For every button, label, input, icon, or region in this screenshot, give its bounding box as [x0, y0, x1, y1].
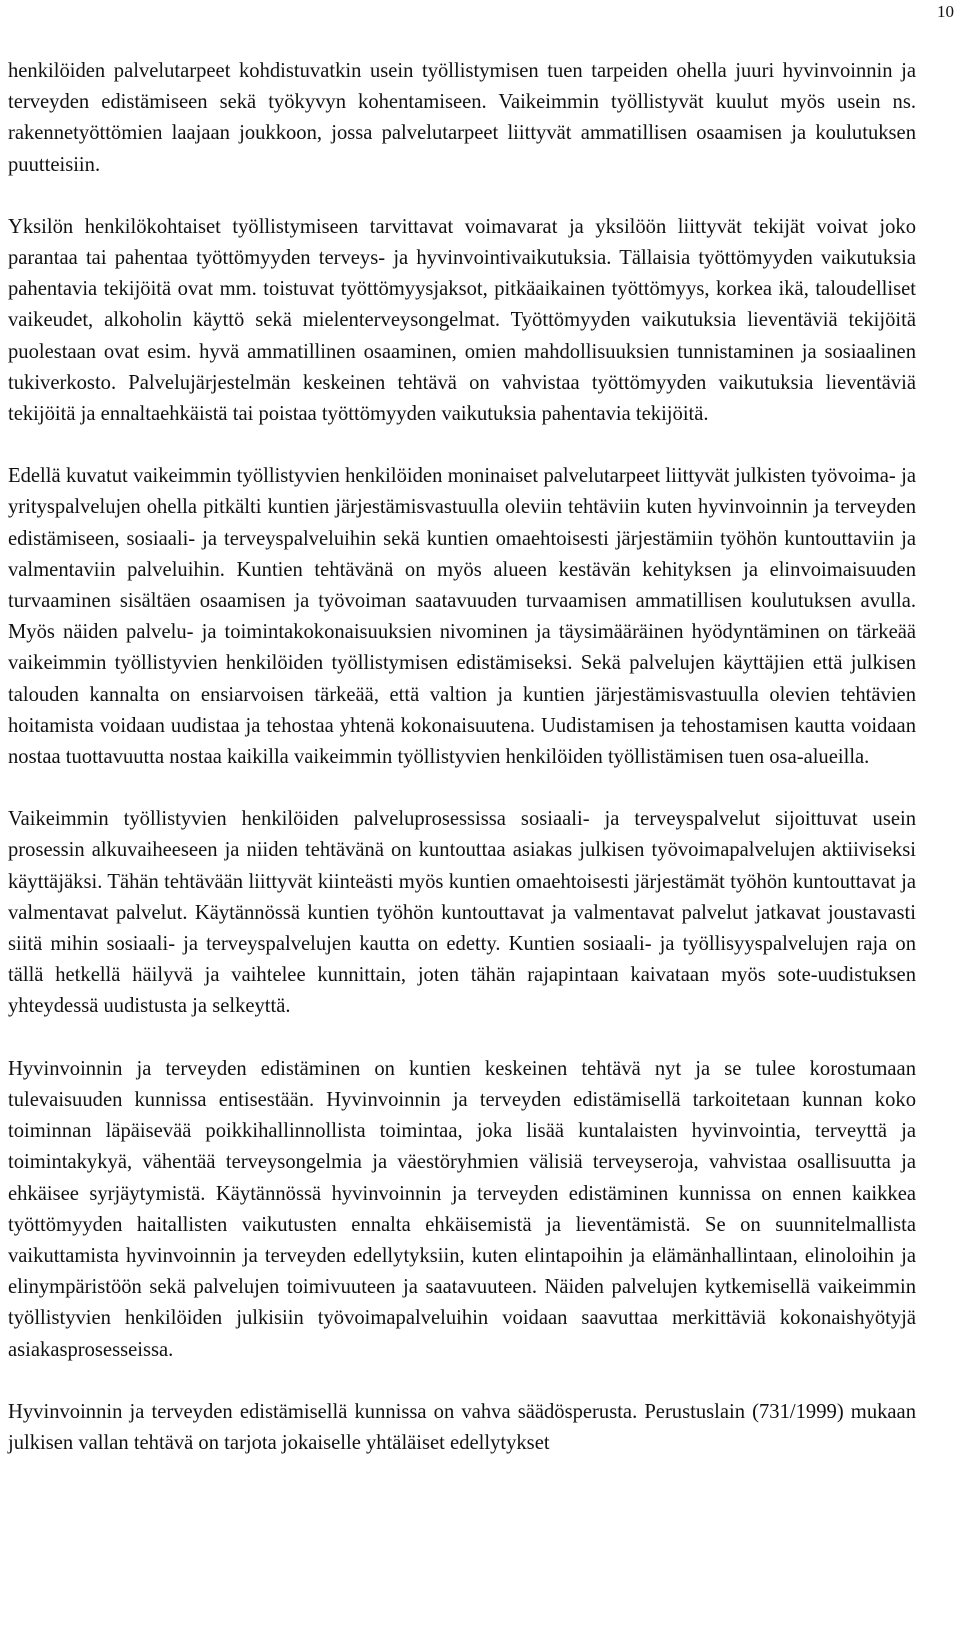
- paragraph-5: Hyvinvoinnin ja terveyden edistäminen on kuntien keskeinen tehtävä nyt ja se tulee korostumaan tulevaisuuden kunnissa entisestään. Hyvinvoinnin ja terveyden edistämisellä tarkoitetaan kunnan koko toiminnan läpäisevää poikkihallinnollista toimintaa, joka lisää kuntalaisten hyvinvointia, terveyttä ja toimintakykyä, vähentää terveysongelmia ja väestöryhmien välisiä terveyseroja, vahvistaa osallisuutta ja ehkäisee syrjäytymistä. Käytännössä hyvinvoinnin ja terveyden edistäminen kunnissa on ennen kaikkea työttömyyden haitallisten vaikutusten ennalta ehkäisemistä ja lieventämistä. Se on suunnitelmallista vaikuttamista hyvinvoinnin ja terveyden edellytyksiin, kuten elintapoihin ja elämänhallintaan, elinoloihin ja elinympäristöön sekä palvelujen toimivuuteen ja saatavuuteen. Näiden palvelujen kytkemisellä vaikeimmin työllistyvien henkilöiden julkisiin työvoimapalveluihin voidaan saavuttaa merkittäviä kokonaishyötyjä asiakasprosesseissa.: [8, 1057, 916, 1361]
- page-number: 10: [937, 2, 954, 21]
- paragraph-3: Edellä kuvatut vaikeimmin työllistyvien henkilöiden moninaiset palvelutarpeet liittyvät julkisten työvoima- ja yrityspalvelujen ohella pitkälti kuntien järjestämisvastuulla oleviin tehtäviin kuten hyvinvoinnin ja terveyden edistämiseen, sosiaali- ja terveyspalveluihin sekä kuntien omaehtoisesti järjestämiin työhön kuntouttaviin ja valmentaviin palveluihin. Kuntien tehtävänä on myös alueen kestävän kehityksen ja elinvoimaisuuden turvaaminen sisältäen osaamisen ja työvoiman saatavuuden turvaamisen ammatillisen koulutuksen avulla. Myös näiden palvelu- ja toimintakokonaisuuksien nivominen ja täysimääräinen hyödyntäminen on tärkeää vaikeimmin työllistyvien henkilöiden työllistymisen edistämiseksi. Sekä palvelujen käyttäjien että julkisen talouden kannalta on ensiarvoisen tärkeää, että valtion ja kuntien järjestämisvastuulla olevien tehtävien hoitamista voidaan uudistaa ja tehostaa yhtenä kokonaisuutena. Uudistamisen ja tehostamisen kautta voidaan nostaa tuottavuutta nostaa kaikilla vaikeimmin työllistyvien henkilöiden työllistämisen tuen osa-alueilla.: [8, 465, 916, 769]
- paragraph-4: Vaikeimmin työllistyvien henkilöiden palveluprosessissa sosiaali- ja terveyspalvelut sijoittuvat usein prosessin alkuvaiheeseen ja niiden tehtävänä on kuntouttaa asiakas julkisen työvoimapalvelujen aktiiviseksi käyttäjäksi. Tähän tehtävään liittyvät kiinteästi myös kuntien omaehtoisesti järjestämät työhön kuntouttavat ja valmentavat palvelut. Käytännössä kuntien työhön kuntouttavat ja valmentavat palvelut jatkavat joustavasti siitä mihin sosiaali- ja terveyspalvelujen kautta on edetty. Kuntien sosiaali- ja työllisyyspalvelujen raja on tällä hetkellä häilyvä ja vaihtelee kunnittain, joten tähän rajapintaan kaivataan myös sote-uudistuksen yhteydessä uudistusta ja selkeyttä.: [8, 808, 916, 1018]
- paragraph-2: Yksilön henkilökohtaiset työllistymiseen tarvittavat voimavarat ja yksilöön liittyvät tekijät voivat joko parantaa tai pahentaa työttömyyden terveys- ja hyvinvointivaikutuksia. Tällaisia työttömyyden vaikutuksia pahentavia tekijöitä ovat mm. toistuvat työttömyysjaksot, pitkäaikainen työttömyys, korkea ikä, taloudelliset vaikeudet, alkoholin käyttö sekä mielenterveysongelmat. Työttömyyden vaikutuksia lieventäviä tekijöitä puolestaan ovat esim. hyvä ammatillinen osaaminen, omien mahdollisuuksien tunnistaminen ja sosiaalinen tukiverkosto. Palvelujärjestelmän keskeinen tehtävä on vahvistaa työttömyyden vaikutuksia lieventäviä tekijöitä ja ennaltaehkäistä tai poistaa työttömyyden vaikutuksia pahentavia tekijöitä.: [8, 215, 916, 426]
- paragraph-1: henkilöiden palvelutarpeet kohdistuvatkin usein työllistymisen tuen tarpeiden ohella juuri hyvinvoinnin ja terveyden edistämiseen sekä työkyvyn kohentamiseen. Vaikeimmin työllistyvät kuulut myös usein ns. rakennetyöttömien laajaan joukkoon, jossa palvelutarpeet liittyvät ammatillisen osaamisen ja koulutuksen puutteisiin.: [8, 60, 916, 176]
- document-body: [8, 56, 916, 1459]
- paragraph-6: Hyvinvoinnin ja terveyden edistämisellä kunnissa on vahva säädösperusta. Perustuslain (731/1999) mukaan julkisen vallan tehtävä on tarjota jokaiselle yhtäläiset edellytykset: [8, 1400, 916, 1454]
